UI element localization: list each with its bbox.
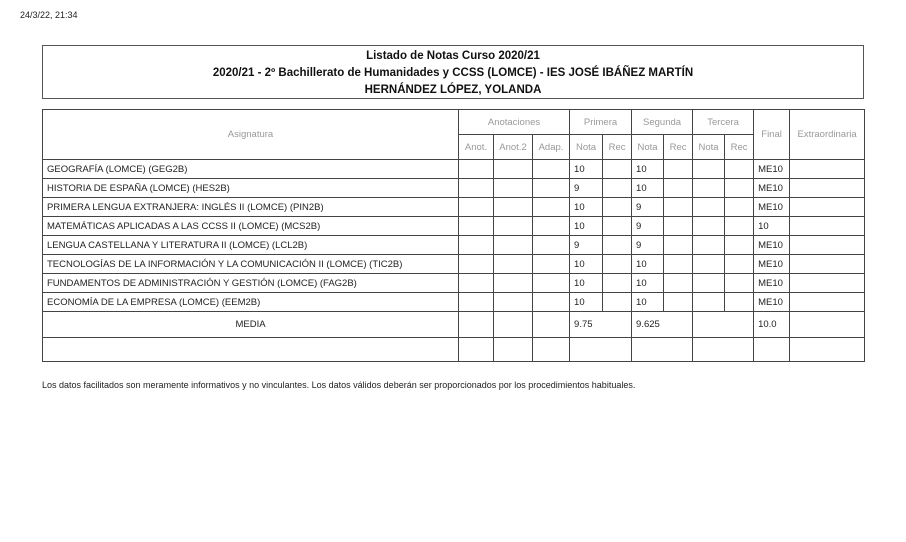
final-grade: ME10 bbox=[754, 198, 790, 217]
header-anotaciones: Anotaciones bbox=[459, 110, 570, 135]
header-adap: Adap. bbox=[533, 135, 570, 160]
header-tercera-nota: Nota bbox=[693, 135, 725, 160]
table-row bbox=[43, 293, 865, 312]
course-name: 2020/21 - 2º Bachillerato de Humanidades y CCSS (LOMCE) - IES JOSÉ IBÁÑEZ MARTÍN bbox=[212, 67, 694, 79]
final-grade: ME10 bbox=[754, 293, 790, 312]
header-tercera-rec: Rec bbox=[725, 135, 754, 160]
header-segunda-rec: Rec bbox=[664, 135, 693, 160]
media-primera: 9.75 bbox=[570, 312, 632, 338]
media-label: MEDIA bbox=[43, 312, 459, 338]
primera-nota: 9 bbox=[570, 236, 603, 255]
header-extraordinaria: Extraordinaria bbox=[790, 110, 865, 160]
segunda-nota: 10 bbox=[632, 255, 664, 274]
final-grade: ME10 bbox=[754, 274, 790, 293]
header-primera-nota: Nota bbox=[570, 135, 603, 160]
segunda-nota: 10 bbox=[632, 160, 664, 179]
primera-nota: 10 bbox=[570, 217, 603, 236]
primera-nota: 10 bbox=[570, 198, 603, 217]
report-header bbox=[42, 45, 864, 99]
final-grade: 10 bbox=[754, 217, 790, 236]
media-final: 10.0 bbox=[754, 312, 790, 338]
subject-name: TECNOLOGÍAS DE LA INFORMACIÓN Y LA COMUNICACIÓN II (LOMCE) (TIC2B) bbox=[43, 255, 459, 274]
header-anot: Anot. bbox=[459, 135, 494, 160]
segunda-nota: 10 bbox=[632, 179, 664, 198]
table-row bbox=[43, 198, 865, 217]
subject-name: MATEMÁTICAS APLICADAS A LAS CCSS II (LOMCE) (MCS2B) bbox=[43, 217, 459, 236]
segunda-nota: 9 bbox=[632, 217, 664, 236]
final-grade: ME10 bbox=[754, 255, 790, 274]
table-row bbox=[43, 255, 865, 274]
student-name: HERNÁNDEZ LÓPEZ, YOLANDA bbox=[364, 84, 542, 96]
media-segunda: 9.625 bbox=[632, 312, 693, 338]
final-grade: ME10 bbox=[754, 236, 790, 255]
primera-nota: 10 bbox=[570, 293, 603, 312]
final-grade: ME10 bbox=[754, 179, 790, 198]
table-row bbox=[43, 179, 865, 198]
subject-name: GEOGRAFÍA (LOMCE) (GEG2B) bbox=[43, 160, 459, 179]
header-segunda: Segunda bbox=[632, 110, 693, 135]
table-row bbox=[43, 160, 865, 179]
grades-table bbox=[42, 109, 865, 362]
table-row bbox=[43, 236, 865, 255]
table-row bbox=[43, 274, 865, 293]
segunda-nota: 10 bbox=[632, 274, 664, 293]
header-primera-rec: Rec bbox=[603, 135, 632, 160]
primera-nota: 9 bbox=[570, 179, 603, 198]
subject-name: FUNDAMENTOS DE ADMINISTRACIÓN Y GESTIÓN (LOMCE) (FAG2B) bbox=[43, 274, 459, 293]
segunda-nota: 9 bbox=[632, 198, 664, 217]
subject-name: LENGUA CASTELLANA Y LITERATURA II (LOMCE) (LCL2B) bbox=[43, 236, 459, 255]
disclaimer-footnote: Los datos facilitados son meramente informativos y no vinculantes. Los datos válidos deberán ser proporcionados por los procedimientos habituales. bbox=[42, 380, 636, 390]
header-primera: Primera bbox=[570, 110, 632, 135]
header-anot2: Anot.2 bbox=[494, 135, 533, 160]
primera-nota: 10 bbox=[570, 255, 603, 274]
segunda-nota: 10 bbox=[632, 293, 664, 312]
header-final: Final bbox=[754, 110, 790, 160]
media-row bbox=[43, 312, 865, 338]
segunda-nota: 9 bbox=[632, 236, 664, 255]
empty-row bbox=[43, 338, 865, 362]
primera-nota: 10 bbox=[570, 160, 603, 179]
subject-name: ECONOMÍA DE LA EMPRESA (LOMCE) (EEM2B) bbox=[43, 293, 459, 312]
final-grade: ME10 bbox=[754, 160, 790, 179]
primera-nota: 10 bbox=[570, 274, 603, 293]
subject-name: HISTORIA DE ESPAÑA (LOMCE) (HES2B) bbox=[43, 179, 459, 198]
report-title: Listado de Notas Curso 2020/21 bbox=[366, 50, 540, 62]
header-segunda-nota: Nota bbox=[632, 135, 664, 160]
header-tercera: Tercera bbox=[693, 110, 754, 135]
table-row bbox=[43, 217, 865, 236]
subject-name: PRIMERA LENGUA EXTRANJERA: INGLÉS II (LOMCE) (PIN2B) bbox=[43, 198, 459, 217]
header-asignatura: Asignatura bbox=[43, 110, 459, 160]
print-timestamp: 24/3/22, 21:34 bbox=[20, 10, 78, 20]
